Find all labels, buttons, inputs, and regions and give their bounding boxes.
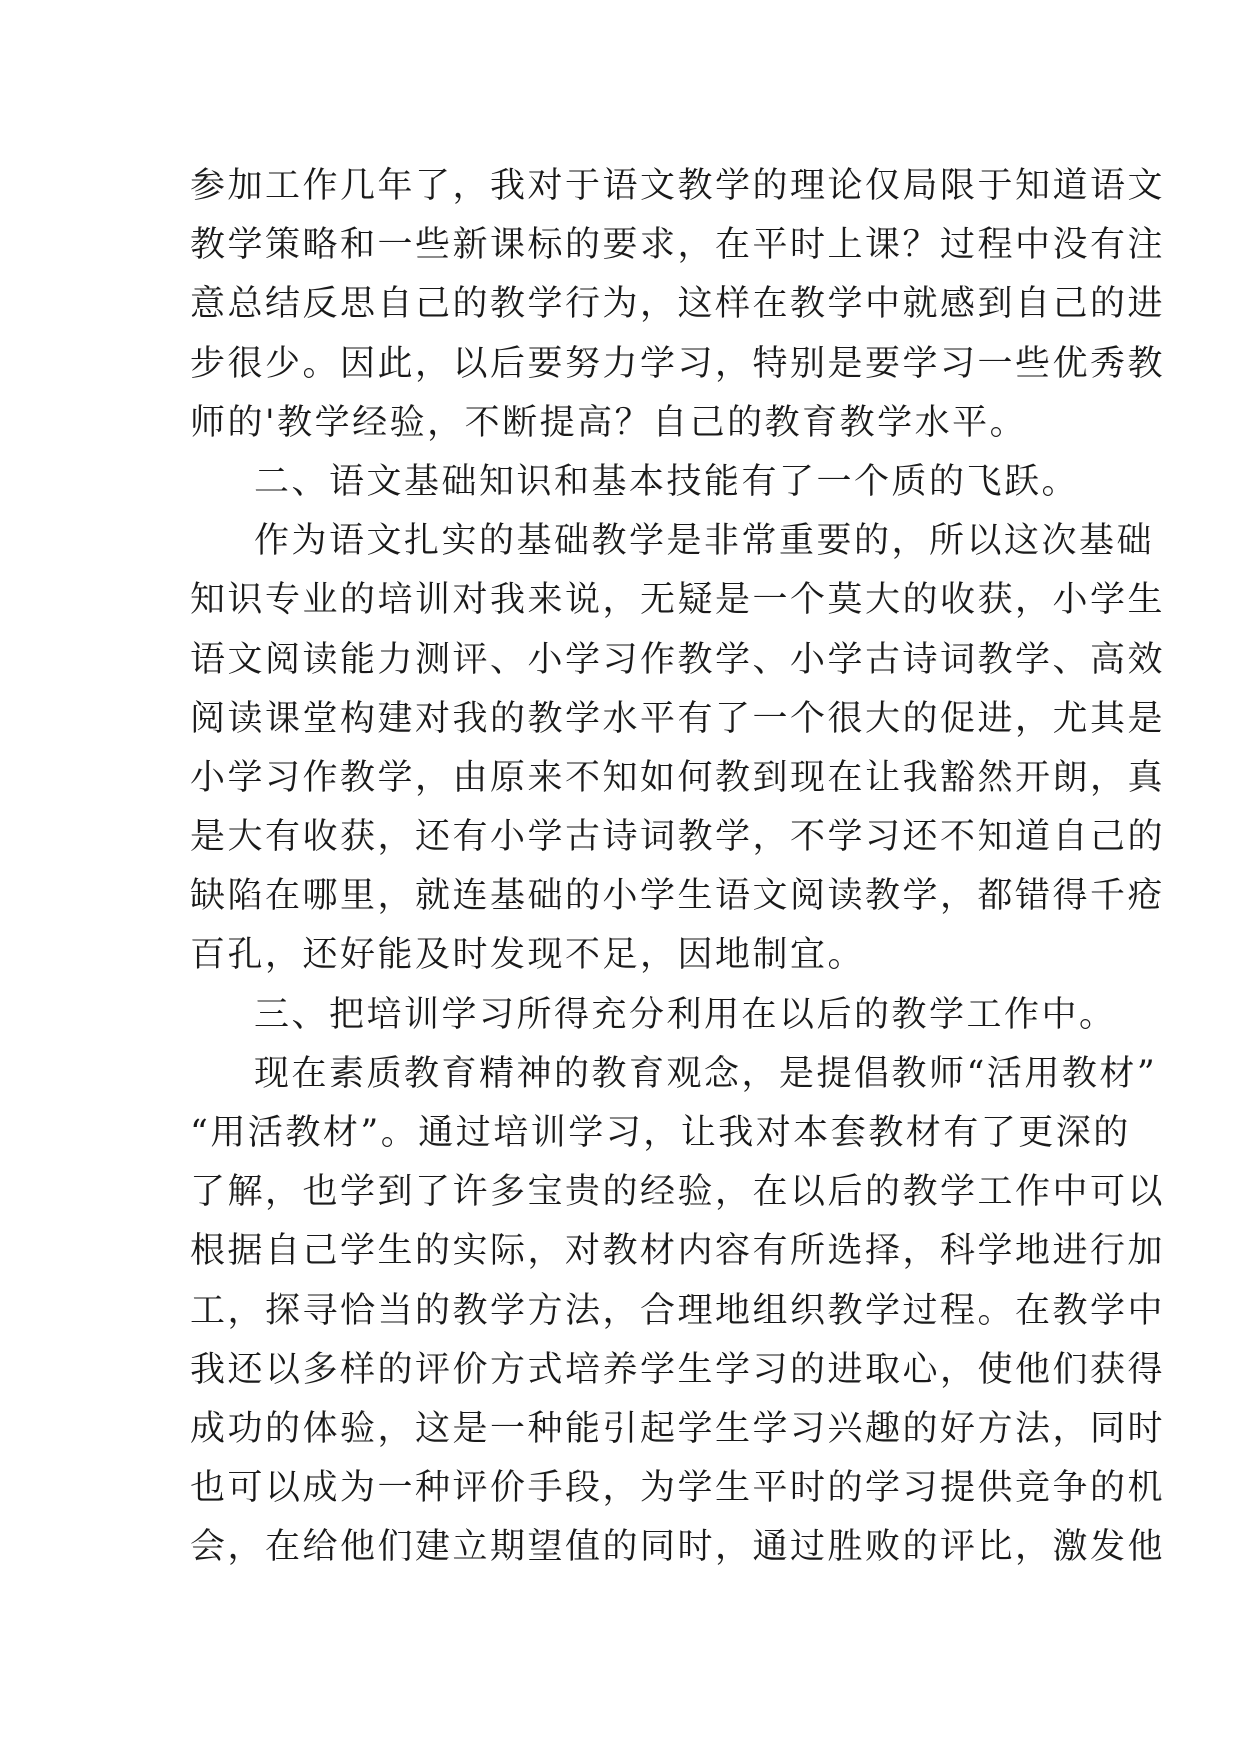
text-line: 小学习作教学，由原来不知如何教到现在让我豁然开朗，真 xyxy=(190,757,1166,798)
text-line: 作为语文扎实的基础教学是非常重要的，所以这次基础 xyxy=(254,521,1155,562)
text-line: 三、把培训学习所得充分利用在以后的教学工作中。 xyxy=(254,994,1117,1035)
text-line: 知识专业的培训对我来说，无疑是一个莫大的收获，小学生 xyxy=(190,580,1166,621)
text-line: 我还以多样的评价方式培养学生学习的进取心，使他们获得 xyxy=(190,1349,1166,1390)
text-line: 也可以成为一种评价手段，为学生平时的学习提供竞争的机 xyxy=(190,1468,1166,1509)
text-line: “用活教材”。通过培训学习，让我对本套教材有了更深的 xyxy=(190,1113,1131,1153)
paragraph xyxy=(190,1045,1166,1578)
text-line: 二、语文基础知识和基本技能有了一个质的飞跃。 xyxy=(254,461,1080,502)
text-line: 步很少。因此，以后要努力学习，特别是要学习一些优秀教 xyxy=(190,343,1166,384)
section-heading xyxy=(190,986,1117,1045)
text-line: 缺陷在哪里，就连基础的小学生语文阅读教学，都错得千疮 xyxy=(190,876,1166,917)
body-text xyxy=(190,157,1166,1578)
text-line: 了解，也学到了许多宝贵的经验，在以后的教学工作中可以 xyxy=(190,1172,1166,1213)
paragraph xyxy=(190,512,1166,986)
text-line: 根据自己学生的实际，对教材内容有所选择，科学地进行加 xyxy=(190,1231,1166,1272)
text-line: 百孔，还好能及时发现不足，因地制宜。 xyxy=(190,935,866,976)
text-line: 阅读课堂构建对我的教学水平有了一个很大的促进，尤其是 xyxy=(190,698,1166,739)
text-line: 现在素质教育精神的教育观念，是提倡教师“活用教材” xyxy=(254,1053,1158,1094)
text-line: 是大有收获，还有小学古诗词教学，不学习还不知道自己的 xyxy=(190,817,1166,858)
text-line: 教学策略和一些新课标的要求，在平时上课？过程中没有注 xyxy=(190,225,1166,266)
text-line: 会，在给他们建立期望值的同时，通过胜败的评比，激发他 xyxy=(190,1527,1166,1568)
text-line: 成功的体验，这是一种能引起学生学习兴趣的好方法，同时 xyxy=(190,1408,1166,1449)
text-line: 意总结反思自己的教学行为，这样在教学中就感到自己的进 xyxy=(190,284,1166,325)
text-line: 师的'教学经验，不断提高？自己的教育教学水平。 xyxy=(190,402,1028,443)
paragraph xyxy=(190,157,1166,453)
section-heading xyxy=(190,453,1080,512)
text-line: 语文阅读能力测评、小学习作教学、小学古诗词教学、高效 xyxy=(190,639,1166,680)
text-line: 参加工作几年了，我对于语文教学的理论仅局限于知道语文 xyxy=(190,166,1166,206)
text-line: 工，探寻恰当的教学方法，合理地组织教学过程。在教学中 xyxy=(190,1290,1166,1331)
